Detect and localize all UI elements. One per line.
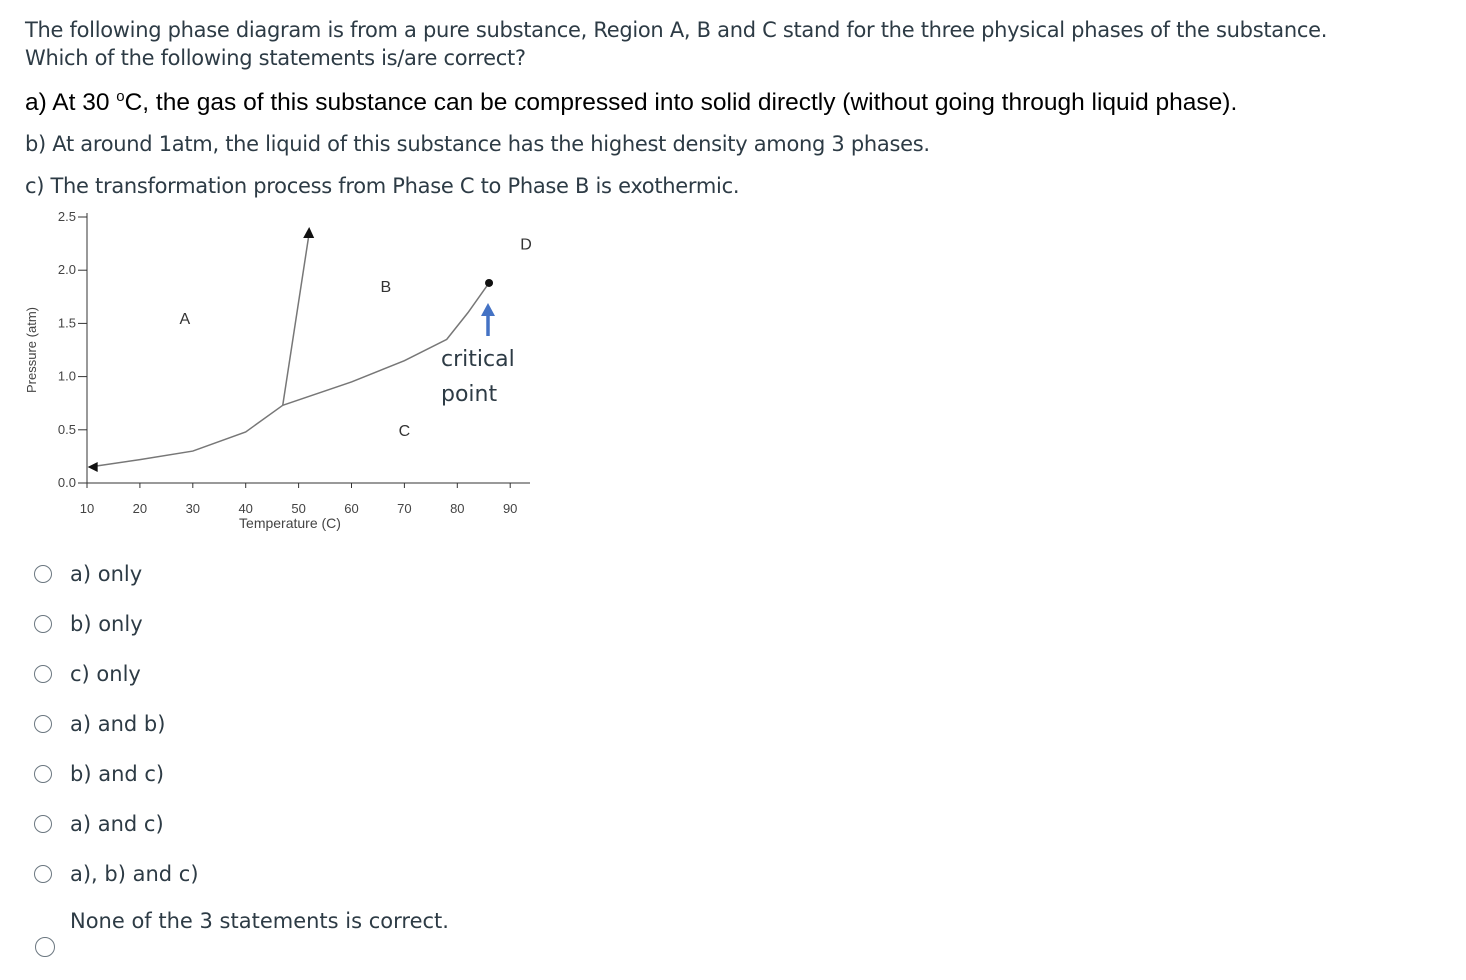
answer-option[interactable] [34, 659, 141, 689]
y-tick-label: 1.5 [57, 315, 76, 331]
answer-option[interactable] [34, 609, 143, 639]
annotation-critical: critical [441, 347, 515, 372]
radio-button[interactable] [34, 665, 52, 683]
phase-boundary-line [90, 405, 283, 467]
x-tick-label: 70 [397, 501, 412, 516]
x-tick-label: 50 [291, 501, 306, 516]
option-none-label: None of the 3 statements is correct. [70, 909, 449, 933]
radio-button[interactable] [34, 565, 52, 583]
y-tick-label: 2.5 [57, 209, 76, 224]
answer-option[interactable] [34, 709, 165, 739]
y-axis-label: Pressure (atm) [24, 307, 39, 393]
option-label: a), b) and c) [70, 862, 199, 886]
x-tick-label: 60 [344, 501, 359, 516]
answer-option[interactable] [34, 859, 199, 889]
x-tick-label: 40 [238, 501, 253, 516]
option-none-radio[interactable] [35, 937, 55, 957]
y-tick-label: 0.5 [57, 421, 76, 437]
question-text-line2: Which of the following statements is/are correct? [25, 46, 526, 70]
region-label: B [380, 279, 392, 297]
y-tick-label: 0.0 [57, 475, 76, 490]
x-tick-label: 90 [502, 501, 518, 516]
phase-diagram [0, 0, 560, 545]
region-label: D [520, 236, 532, 254]
x-tick-label: 10 [79, 501, 95, 516]
statement-c: c) The transformation process from Phase C to Phase B is exothermic. [25, 174, 740, 198]
radio-button[interactable] [34, 815, 52, 833]
radio-button[interactable] [34, 865, 52, 883]
radio-button[interactable] [34, 715, 52, 733]
critical-point-dot [485, 279, 493, 287]
degree-sign: o [116, 88, 125, 105]
statement-a-text-rest: C, the gas of this substance can be compressed into solid directly (without going through liquid phase). [124, 89, 1238, 116]
region-label: A [179, 311, 191, 329]
answer-option[interactable] [34, 809, 164, 839]
phase-boundary-line [283, 233, 309, 405]
radio-button[interactable] [34, 765, 52, 783]
x-tick-label: 80 [450, 501, 465, 516]
blue-arrowhead-icon [481, 303, 495, 316]
option-label: a) and c) [70, 812, 164, 836]
answer-option[interactable] [34, 559, 142, 589]
statement-b: b) At around 1atm, the liquid of this substance has the highest density among 3 phases. [25, 132, 930, 156]
option-label: a) only [70, 562, 143, 586]
x-tick-label: 20 [132, 501, 148, 516]
answer-option[interactable] [34, 759, 164, 789]
arrowhead-up [303, 227, 314, 238]
y-tick-label: 2.0 [57, 262, 76, 278]
option-label: a) and b) [70, 712, 166, 736]
y-tick-label: 1.0 [57, 368, 76, 384]
x-tick-label: 30 [185, 501, 201, 516]
question-text-line1: The following phase diagram is from a pure substance, Region A, B and C stand for the three physical phases of the substance. [25, 18, 1328, 42]
region-label: C [398, 422, 411, 440]
annotation-point: point [441, 382, 498, 407]
statement-a-text: a) At 30 [25, 89, 117, 116]
x-axis-label: Temperature (C) [239, 515, 341, 531]
option-label: b) only [70, 612, 143, 636]
option-label: b) and c) [70, 762, 165, 786]
radio-button[interactable] [34, 615, 52, 633]
arrowhead-left [88, 462, 98, 472]
option-label: c) only [70, 662, 141, 686]
